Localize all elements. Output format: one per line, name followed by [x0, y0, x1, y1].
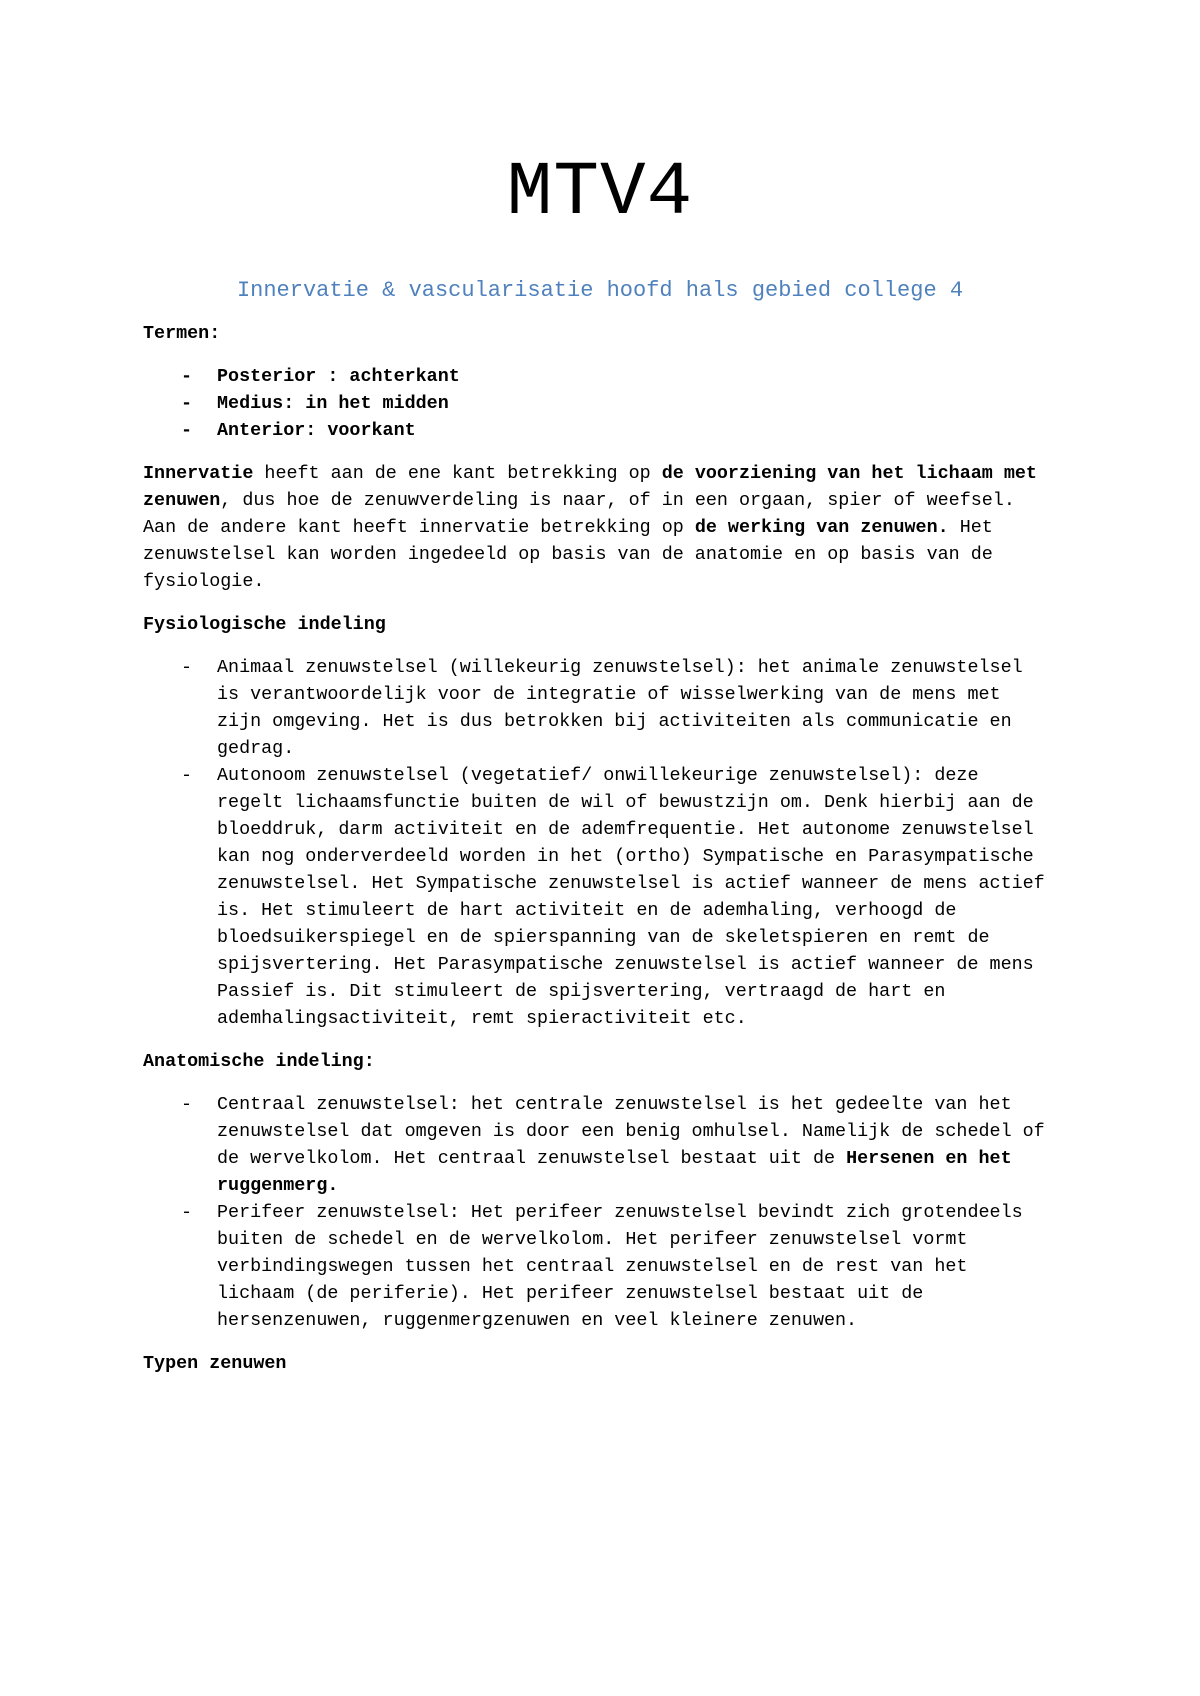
physiological-list [143, 654, 1053, 1032]
document-title: MTV4 [506, 150, 694, 236]
terms-list [143, 363, 1053, 444]
list-item: - Posterior : achterkant [143, 363, 1053, 390]
paragraph-text: heeft aan de ene kant betrekking op [253, 463, 662, 484]
list-item [143, 1199, 1053, 1334]
list-item: - Medius: in het midden [143, 390, 1053, 417]
anatomical-list [143, 1091, 1053, 1334]
paragraph-emphasis: de werking van zenuwen. [694, 517, 949, 538]
anatomical-heading: Anatomische indeling: [143, 1051, 375, 1072]
list-item: - Animaal zenuwstelsel (willekeurig zenuwstelsel): het animale zenuwstelsel is verantwoordelijk voor de integratie of wisselwerking van de mens met zijn omgeving. Het is dus betrokken bij activiteiten als communicatie en gedrag. [143, 654, 1053, 762]
document-body [143, 320, 1053, 1393]
paragraph-text: Het zenuwstelsel kan worden ingedeeld op basis van de anatomie en op basis van de fysiologie. [143, 517, 993, 592]
list-item [143, 1091, 1053, 1199]
list-item-text: Centraal zenuwstelsel: het centrale zenuwstelsel is het gedeelte van het zenuwstelsel dat omgeven is door een benig omhulsel. Namelijk de schedel of de wervelkolom. Het centraal zenuwstelsel bestaat uit de [217, 1094, 1045, 1169]
terms-heading: Termen: [143, 323, 221, 344]
physiological-heading: Fysiologische indeling [143, 614, 386, 635]
innervation-term: Innervatie [143, 463, 254, 484]
paragraph-text: , dus hoe de zenuwverdeling is naar, of in een orgaan, spier of weefsel. Aan de andere kant heeft innervatie betrekking op [143, 490, 1015, 538]
list-item: - Anterior: voorkant [143, 417, 1053, 444]
innervation-paragraph [143, 460, 1053, 595]
list-item-text: Perifeer zenuwstelsel: Het perifeer zenuwstelsel bevindt zich grotendeels buiten de schedel en de wervelkolom. Het perifeer zenuwstelsel vormt verbindingswegen tussen het centraal zenuwstelsel en de rest van het lichaam (de periferie). Het perifeer zenuwstelsel bestaat uit de hersenzenuwen, ruggenmergzenuwen en veel kleinere zenuwen. [217, 1202, 1023, 1331]
document-subtitle: Innervatie & vascularisatie hoofd hals gebied college 4 [236, 278, 964, 303]
nerve-types-heading: Typen zenuwen [143, 1353, 287, 1374]
paragraph-emphasis: de voorziening van het lichaam met zenuwen [143, 463, 1037, 511]
list-item: - Autonoom zenuwstelsel (vegetatief/ onwillekeurige zenuwstelsel): deze regelt lichaamsfunctie buiten de wil of bewustzijn om. Denk hierbij aan de bloeddruk, darm activiteit en de ademfrequentie. Het autonome zenuwstelsel kan nog onderverdeeld worden in het (ortho) Sympatische en Parasympatische zenuwstelsel. Het Sympatische zenuwstelsel is actief wanneer de mens actief is. Het stimuleert de hart activiteit en de ademhaling, verhoogd de bloedsuikerspiegel en de spierspanning van de skeletspieren en remt de spijsvertering. Het Parasympatische zenuwstelsel is actief wanneer de mens Passief is. Dit stimuleert de spijsvertering, vertraagd de hart en ademhalingsactiviteit, remt spieractiviteit etc. [143, 762, 1053, 1032]
list-item-emphasis: Hersenen en het ruggenmerg. [217, 1148, 1012, 1196]
